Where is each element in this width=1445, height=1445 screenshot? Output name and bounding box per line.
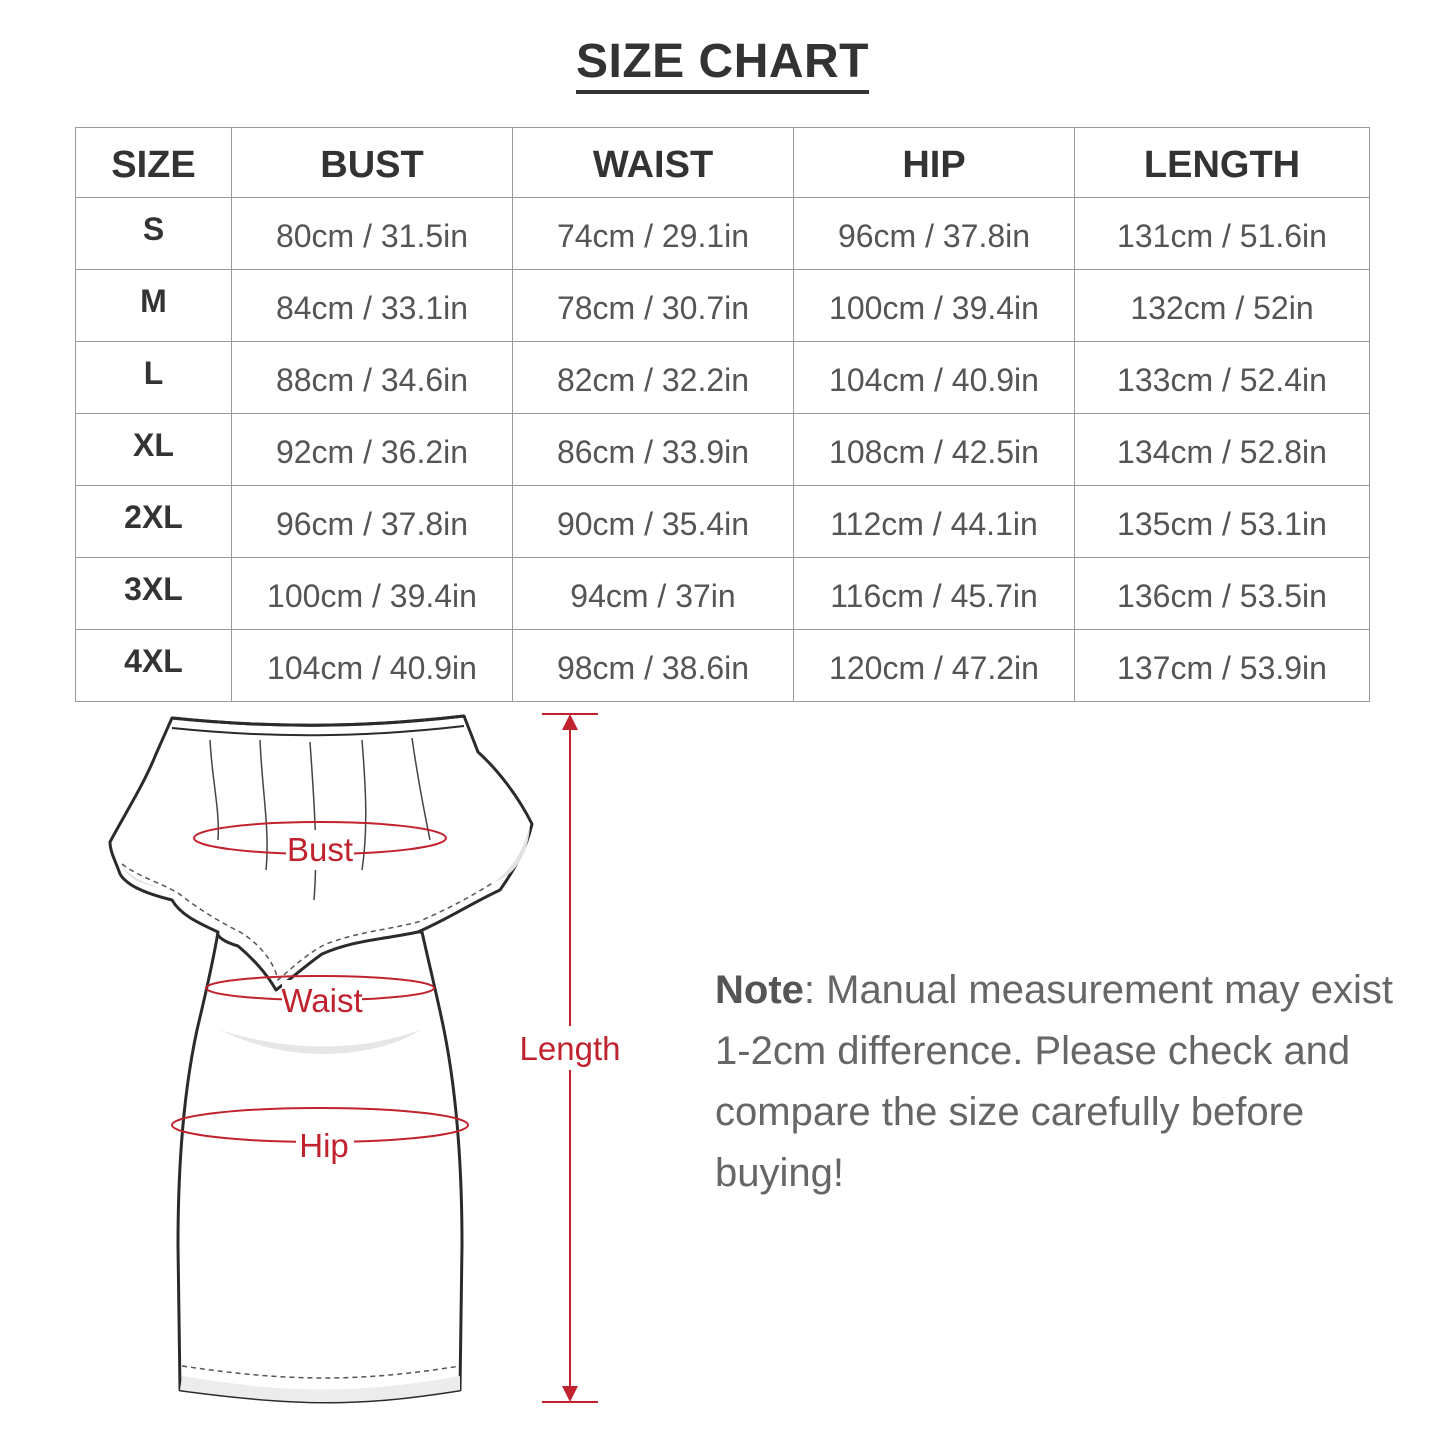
- hip-cell: 96cm / 37.8in: [794, 198, 1075, 270]
- table-row: [76, 414, 1370, 486]
- waist-label: Waist: [281, 982, 363, 1019]
- dress-measurement-diagram: [100, 700, 640, 1420]
- size-cell: XL: [76, 414, 232, 486]
- bust-cell: 80cm / 31.5in: [232, 198, 513, 270]
- waist-cell: 78cm / 30.7in: [513, 270, 794, 342]
- size-cell: M: [76, 270, 232, 342]
- length-cell: 132cm / 52in: [1075, 270, 1370, 342]
- length-cell: 137cm / 53.9in: [1075, 630, 1370, 702]
- bust-cell: 104cm / 40.9in: [232, 630, 513, 702]
- bust-label: Bust: [286, 831, 354, 868]
- bust-cell: 88cm / 34.6in: [232, 342, 513, 414]
- waist-cell: 82cm / 32.2in: [513, 342, 794, 414]
- waist-cell: 74cm / 29.1in: [513, 198, 794, 270]
- note-text: : Manual measurement may exist 1-2cm difference. Please check and compare the size carefully before buying!: [715, 968, 1394, 1195]
- bust-cell: 96cm / 37.8in: [232, 486, 513, 558]
- table-row: [76, 630, 1370, 702]
- hip-cell: 120cm / 47.2in: [794, 630, 1075, 702]
- size-cell: L: [76, 342, 232, 414]
- bust-cell: 92cm / 36.2in: [232, 414, 513, 486]
- page-title: SIZE CHART: [576, 36, 869, 94]
- dress-illustration: [110, 716, 532, 1402]
- size-cell: 2XL: [76, 486, 232, 558]
- length-arrow-bottom: [562, 1386, 578, 1402]
- table-header-row: [76, 128, 1370, 198]
- table-row: [76, 270, 1370, 342]
- length-label: Length: [519, 1030, 621, 1067]
- header-length: LENGTH: [1075, 128, 1370, 198]
- length-cell: 133cm / 52.4in: [1075, 342, 1370, 414]
- bust-cell: 100cm / 39.4in: [232, 558, 513, 630]
- hip-cell: 100cm / 39.4in: [794, 270, 1075, 342]
- hip-cell: 116cm / 45.7in: [794, 558, 1075, 630]
- hip-cell: 104cm / 40.9in: [794, 342, 1075, 414]
- hip-label: Hip: [299, 1127, 349, 1164]
- length-cell: 131cm / 51.6in: [1075, 198, 1370, 270]
- measurement-note: [715, 960, 1395, 1204]
- waist-cell: 98cm / 38.6in: [513, 630, 794, 702]
- waist-cell: 90cm / 35.4in: [513, 486, 794, 558]
- header-hip: HIP: [794, 128, 1075, 198]
- hip-cell: 112cm / 44.1in: [794, 486, 1075, 558]
- table-row: [76, 198, 1370, 270]
- size-cell: 4XL: [76, 630, 232, 702]
- hip-cell: 108cm / 42.5in: [794, 414, 1075, 486]
- length-cell: 134cm / 52.8in: [1075, 414, 1370, 486]
- length-cell: 136cm / 53.5in: [1075, 558, 1370, 630]
- waist-cell: 86cm / 33.9in: [513, 414, 794, 486]
- size-table: [75, 127, 1370, 702]
- header-waist: WAIST: [513, 128, 794, 198]
- waist-cell: 94cm / 37in: [513, 558, 794, 630]
- size-cell: S: [76, 198, 232, 270]
- length-cell: 135cm / 53.1in: [1075, 486, 1370, 558]
- size-cell: 3XL: [76, 558, 232, 630]
- bust-cell: 84cm / 33.1in: [232, 270, 513, 342]
- note-label: Note: [715, 968, 804, 1012]
- table-row: [76, 486, 1370, 558]
- table-row: [76, 558, 1370, 630]
- header-bust: BUST: [232, 128, 513, 198]
- header-size: SIZE: [76, 128, 232, 198]
- table-row: [76, 342, 1370, 414]
- length-arrow-top: [562, 714, 578, 730]
- size-chart-title-wrap: [0, 36, 1445, 94]
